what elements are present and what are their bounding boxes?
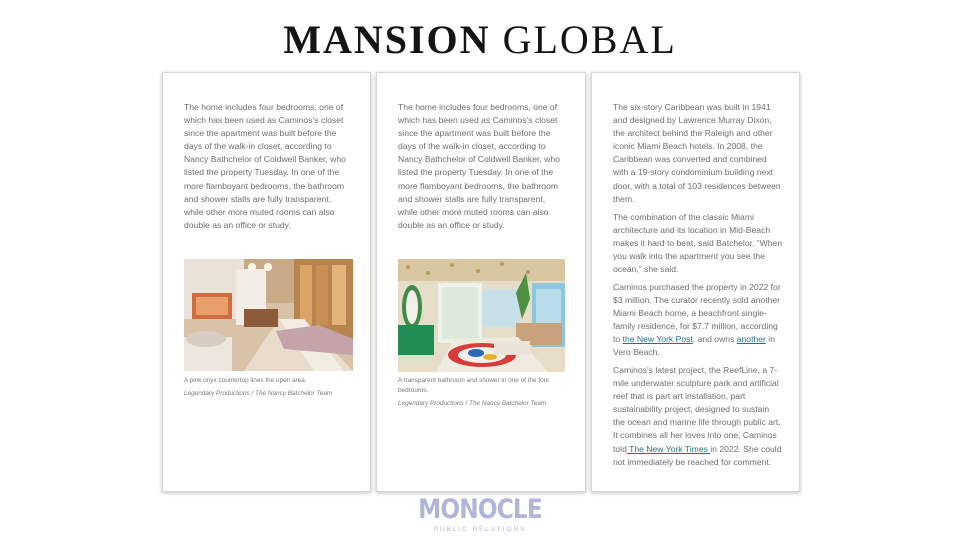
logo-subtitle: PUBLIC RELATIONS bbox=[433, 526, 527, 533]
panel-3-paragraph-1: The six-story Caribbean was built in 1941 and designed by Lawrence Murray Dixon, the architect behind the Raleigh and other iconic Miami Beach hotels. In 2008, the Caribbean was converted and combined with a 19-story condominium building next door, with a total of 103 residences between them. bbox=[613, 102, 781, 204]
masthead-light: GLOBAL bbox=[502, 17, 677, 62]
monocle-logo bbox=[380, 495, 580, 534]
article-panel-1 bbox=[162, 72, 371, 492]
masthead bbox=[0, 18, 960, 62]
article-panel-2 bbox=[376, 72, 586, 492]
masthead-bold: MANSION bbox=[283, 17, 491, 62]
link-new-york-times[interactable]: The New York Times bbox=[626, 443, 711, 454]
photo-bathroom bbox=[398, 259, 565, 372]
photo-credit: Legendary Productions / The Nancy Batchelor Team bbox=[184, 390, 333, 397]
panel-3-paragraph-2: The combination of the classic Miami architecture and its location in Mid-Beach makes it hard to beat, said Batchelor. “When you walk into the apartment you see the ocean,” she said. bbox=[613, 212, 783, 275]
photo-open-area bbox=[184, 259, 353, 371]
panel-3-paragraph-3 bbox=[613, 281, 783, 360]
article-panel-3 bbox=[591, 72, 800, 492]
link-another[interactable]: another bbox=[736, 334, 766, 345]
p3-text-middle: , and owns bbox=[692, 334, 737, 345]
photo-credit: Legendary Productions / The Nancy Batchelor Team bbox=[398, 400, 547, 407]
p3-text-after: in Vero Beach. bbox=[613, 334, 775, 358]
p3-text-before: Caminos purchased the property in 2022 for $3 million. The curator recently sold another Miami Beach home, a beachfront single-family residence, for $7.7 million, according to bbox=[613, 282, 781, 345]
p4-text-before: Caminos’s latest project, the ReefLine, a 7-mile underwater sculpture park and artificial reef that is part art installation, part sustainability project, designed to sustain the ocean and marine life through public art. It combines all her loves into one, Caminos told bbox=[613, 365, 781, 454]
panel-3-paragraph-4 bbox=[613, 364, 783, 469]
panel-1-paragraph: The home includes four bedrooms, one of which has been used as Caminos’s closet since the apartment was built before the days of the walk-in closet, according to Nancy Bathchelor of Coldwell Banker, who listed the property Tuesday. In one of the more flamboyant bedrooms, the bathroom and shower stalls are fully transparent, while other more muted rooms can also double as an office or study. bbox=[184, 102, 346, 230]
photo-caption: A transparent bathroom and shower in one of the four bedrooms. bbox=[398, 377, 550, 394]
p4-text-after: in 2022. She could not immediately be reached for comment. bbox=[613, 443, 782, 467]
link-new-york-post[interactable]: the New York Post bbox=[622, 334, 693, 345]
photo-caption: A pink onyx countertop lines the open area. bbox=[184, 377, 307, 384]
panel-2-paragraph: The home includes four bedrooms, one of which has been used as Caminos’s closet since the apartment was built before the days of the walk-in closet, according to Nancy Bathchelor of Coldwell Banker, who listed the property Tuesday. In one of the more flamboyant bedrooms, the bathroom and shower stalls are fully transparent, while other more muted rooms can also double as an office or study. bbox=[398, 102, 560, 230]
logo-wordmark: MONOCLE bbox=[418, 494, 542, 525]
